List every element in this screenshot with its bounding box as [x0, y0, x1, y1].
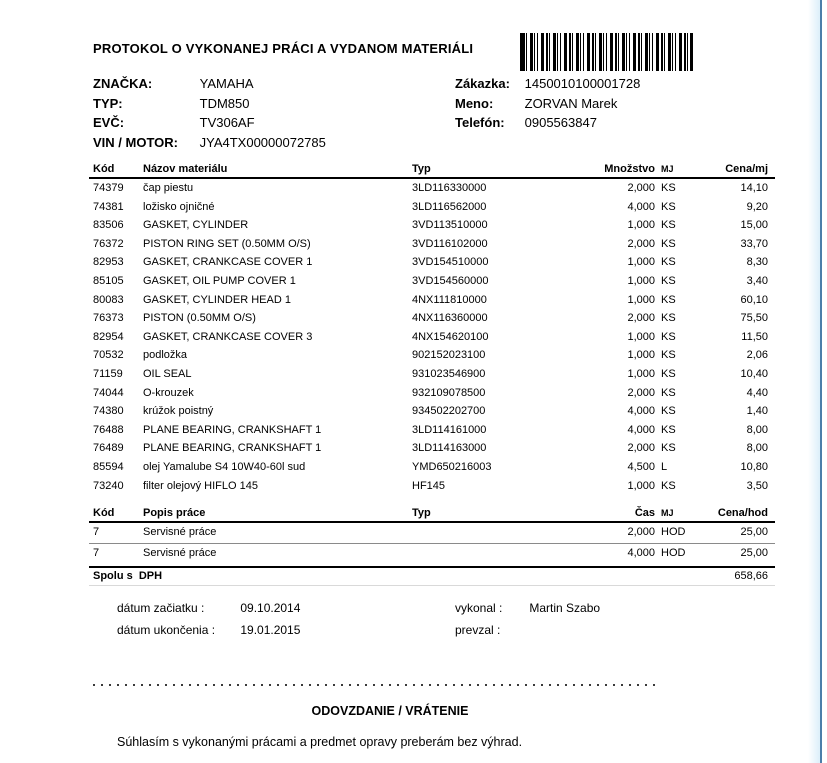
material-nazov: GASKET, CYLINDER	[143, 219, 249, 232]
material-unit: KS	[661, 405, 676, 418]
material-cena: 11,50	[741, 330, 768, 343]
material-row	[89, 365, 775, 384]
work-row	[89, 543, 775, 564]
vehicle-field-label: VIN / MOTOR:	[93, 135, 178, 151]
material-cena: 14,10	[740, 182, 768, 194]
footer-date-value: 19.01.2015	[240, 623, 301, 637]
material-unit: KS	[661, 200, 676, 213]
vehicle-field-value: TDM850	[199, 95, 250, 111]
footer-date-row	[117, 597, 300, 619]
footer-person-row	[455, 619, 600, 641]
footer-date-value: 09.10.2014	[240, 601, 301, 615]
material-cena: 10,40	[740, 367, 768, 380]
material-unit: KS	[661, 367, 676, 380]
material-unit: KS	[661, 256, 676, 269]
handover-text: Súhlasím s vykonanými prácami a predmet opravy preberám bez výhrad.	[117, 735, 523, 749]
material-nazov: GASKET, OIL PUMP COVER 1	[143, 274, 296, 287]
vehicle-field-row	[93, 74, 326, 94]
order-field-row	[455, 113, 640, 133]
work-qty: 4,000	[627, 546, 655, 559]
material-nazov: GASKET, CRANKCASE COVER 1	[143, 256, 313, 269]
material-nazov: PLANE BEARING, CRANKSHAFT 1	[143, 423, 322, 436]
material-typ: 902152023100	[412, 349, 486, 362]
material-typ: 3VD116102000	[412, 237, 488, 250]
materials-header-mnozstvo: Množstvo	[604, 163, 655, 175]
footer-dates-block	[117, 597, 300, 641]
footer-person-row	[455, 597, 600, 619]
work-typ	[412, 544, 589, 564]
handover-title: ODOVZDANIE / VRÁTENIE	[311, 704, 469, 718]
material-nazov: PISTON RING SET (0.50MM O/S)	[143, 237, 311, 250]
material-cena: 2,06	[746, 349, 768, 362]
work-unit: HOD	[661, 526, 686, 539]
material-row	[89, 216, 775, 235]
material-unit: KS	[661, 442, 676, 455]
order-field-value: 1450010100001728	[524, 76, 641, 91]
order-barcode	[520, 33, 693, 71]
material-unit: KS	[661, 386, 676, 399]
material-typ: 931023546900	[412, 367, 486, 380]
material-cena: 15,00	[740, 219, 768, 232]
vehicle-field-label: ZNAČKA:	[93, 76, 153, 91]
material-unit: KS	[661, 330, 676, 343]
material-nazov: podložka	[143, 349, 188, 362]
page-title: PROTOKOL O VYKONANEJ PRÁCI A VYDANOM MATERIÁLI	[93, 41, 474, 56]
work-kod: 7	[93, 526, 100, 539]
total-row	[89, 566, 775, 586]
material-row	[89, 328, 775, 347]
material-kod: 73240	[93, 479, 124, 492]
footer-person-label: vykonal :	[455, 601, 503, 615]
dotted-separator	[93, 684, 660, 686]
material-cena: 4,40	[746, 386, 768, 399]
material-qty: 2,000	[627, 182, 655, 194]
material-row	[89, 309, 775, 328]
material-typ: HF145	[412, 479, 446, 492]
material-cena: 3,50	[746, 479, 768, 492]
material-typ: 932109078500	[412, 386, 486, 399]
vehicle-field-row	[93, 94, 326, 114]
work-unit: HOD	[661, 546, 686, 559]
material-unit: L	[661, 460, 668, 473]
materials-header-kod: Kód	[93, 163, 115, 175]
total-label: Spolu s DPH	[93, 570, 163, 583]
total-value: 658,66	[734, 570, 768, 583]
material-qty: 1,000	[627, 293, 655, 306]
order-field-label: Meno:	[455, 95, 494, 111]
order-info-block	[455, 74, 640, 133]
material-row	[89, 458, 775, 477]
work-rows	[89, 523, 775, 563]
material-row	[89, 272, 775, 291]
materials-table-header	[89, 161, 775, 179]
material-cena: 9,20	[746, 200, 768, 213]
material-cena: 8,30	[746, 256, 768, 269]
work-popis: Servisné práce	[143, 546, 217, 559]
material-nazov: krúžok poistný	[143, 405, 214, 418]
material-kod: 74380	[93, 405, 124, 418]
material-typ: 4NX116360000	[412, 312, 488, 325]
work-header-typ: Typ	[412, 507, 431, 520]
material-unit: KS	[661, 479, 676, 492]
order-field-row	[455, 94, 640, 114]
tables-section	[89, 161, 775, 586]
material-kod: 85105	[93, 274, 124, 287]
material-typ: 3VD113510000	[412, 219, 488, 232]
material-typ: YMD650216003	[412, 460, 492, 473]
material-nazov: O-krouzek	[143, 386, 194, 399]
material-kod: 71159	[93, 367, 123, 380]
material-cena: 8,00	[746, 423, 768, 436]
material-qty: 4,000	[627, 200, 655, 213]
material-typ: 3LD114161000	[412, 423, 487, 436]
material-cena: 10,80	[740, 460, 768, 473]
material-unit: KS	[661, 237, 676, 250]
material-cena: 8,00	[746, 442, 768, 455]
material-nazov: OIL SEAL	[143, 367, 192, 380]
work-header-kod: Kód	[93, 507, 115, 520]
material-unit: KS	[661, 274, 676, 287]
work-kod: 7	[93, 546, 100, 559]
material-qty: 2,000	[627, 312, 655, 325]
materials-header-nazov: Názov materiálu	[143, 163, 228, 175]
material-kod: 82953	[93, 256, 124, 269]
material-kod: 80083	[93, 293, 124, 306]
order-field-label: Zákazka:	[455, 76, 510, 91]
material-nazov: čap piestu	[143, 182, 194, 194]
material-nazov: filter olejový HIFLO 145	[143, 479, 258, 492]
work-typ	[412, 523, 589, 543]
material-unit: KS	[661, 182, 676, 194]
material-typ: 3VD154560000	[412, 274, 489, 287]
material-qty: 1,000	[627, 330, 655, 343]
page-edge-line	[820, 0, 822, 763]
work-header-cas: Čas	[634, 507, 655, 520]
material-qty: 1,000	[627, 349, 655, 362]
material-kod: 83506	[93, 219, 124, 232]
material-row	[89, 384, 775, 403]
material-qty: 1,000	[627, 479, 655, 492]
material-nazov: olej Yamalube S4 10W40-60l sud	[143, 460, 306, 473]
order-field-label: Telefón:	[455, 115, 505, 131]
material-kod: 76488	[93, 423, 124, 436]
material-nazov: ložisko ojničné	[143, 200, 215, 213]
material-unit: KS	[661, 349, 676, 362]
material-typ: 3VD154510000	[412, 256, 489, 269]
material-nazov: GASKET, CRANKCASE COVER 3	[143, 330, 313, 343]
material-typ: 4NX154620100	[412, 330, 489, 343]
work-header-popis: Popis práce	[143, 507, 206, 520]
footer-persons-block	[455, 597, 600, 641]
material-kod: 70532	[93, 349, 124, 362]
vehicle-info-block	[93, 74, 326, 153]
work-cena: 25,00	[740, 546, 768, 559]
footer-person-value: Martin Szabo	[529, 601, 601, 615]
material-kod: 76489	[93, 442, 124, 455]
vehicle-field-value: TV306AF	[199, 115, 255, 131]
material-typ: 3LD116562000	[412, 200, 487, 213]
material-qty: 2,000	[627, 442, 655, 455]
material-qty: 2,000	[627, 386, 655, 399]
material-row	[89, 421, 775, 440]
material-kod: 74379	[93, 182, 124, 194]
material-unit: KS	[661, 423, 676, 436]
material-qty: 4,000	[627, 405, 655, 418]
material-row	[89, 291, 775, 310]
materials-header-mj: MJ	[661, 164, 674, 174]
order-field-row	[455, 74, 640, 94]
material-qty: 4,500	[627, 460, 655, 473]
material-cena: 33,70	[740, 237, 768, 250]
material-cena: 60,10	[740, 293, 768, 306]
materials-header-cena: Cena/mj	[725, 163, 768, 175]
work-qty: 2,000	[627, 526, 655, 539]
footer-date-label: dátum ukončenia :	[117, 623, 216, 637]
material-typ: 3LD116330000	[412, 182, 487, 194]
work-cena: 25,00	[740, 526, 768, 539]
material-nazov: PISTON (0.50MM O/S)	[143, 312, 256, 325]
material-qty: 2,000	[627, 237, 655, 250]
material-row	[89, 477, 775, 496]
work-row	[89, 523, 775, 543]
material-row	[89, 346, 775, 365]
material-nazov: GASKET, CYLINDER HEAD 1	[143, 293, 291, 306]
footer-date-label: dátum začiatku :	[117, 601, 205, 615]
material-cena: 75,50	[740, 312, 768, 325]
material-unit: KS	[661, 312, 676, 325]
material-typ: 934502202700	[412, 405, 486, 418]
material-kod: 82954	[93, 330, 124, 343]
vehicle-field-label: TYP:	[93, 95, 123, 111]
material-qty: 1,000	[627, 274, 655, 287]
vehicle-field-row	[93, 133, 326, 153]
material-row	[89, 179, 775, 198]
material-kod: 76373	[93, 312, 124, 325]
material-nazov: PLANE BEARING, CRANKSHAFT 1	[143, 442, 322, 455]
vehicle-field-row	[93, 113, 326, 133]
vehicle-field-value: YAMAHA	[199, 76, 254, 91]
work-header-mj: MJ	[661, 508, 674, 519]
material-unit: KS	[661, 219, 676, 232]
material-row	[89, 439, 775, 458]
material-qty: 1,000	[627, 367, 655, 380]
material-qty: 4,000	[627, 423, 655, 436]
material-kod: 74044	[93, 386, 124, 399]
vehicle-field-label: EVČ:	[93, 115, 125, 131]
material-cena: 3,40	[746, 274, 768, 287]
footer-person-label: prevzal :	[455, 623, 501, 637]
material-kod: 74381	[93, 200, 124, 213]
material-row	[89, 402, 775, 421]
material-qty: 1,000	[627, 256, 655, 269]
material-kod: 76372	[93, 237, 124, 250]
material-typ: 4NX111810000	[412, 293, 487, 306]
page-edge-glow	[808, 0, 820, 763]
materials-rows	[89, 179, 775, 495]
order-field-value: ZORVAN Marek	[524, 95, 618, 111]
material-kod: 85594	[93, 460, 124, 473]
material-qty: 1,000	[627, 219, 655, 232]
material-typ: 3LD114163000	[412, 442, 487, 455]
work-header-cena: Cena/hod	[717, 507, 768, 520]
work-table-header	[89, 505, 775, 523]
materials-header-typ: Typ	[412, 163, 431, 175]
material-row	[89, 253, 775, 272]
order-field-value: 0905563847	[524, 115, 597, 131]
material-row	[89, 235, 775, 254]
material-unit: KS	[661, 293, 676, 306]
material-cena: 1,40	[746, 405, 768, 418]
material-row	[89, 198, 775, 217]
vehicle-field-value: JYA4TX00000072785	[199, 135, 326, 151]
work-popis: Servisné práce	[143, 526, 217, 539]
footer-date-row	[117, 619, 300, 641]
